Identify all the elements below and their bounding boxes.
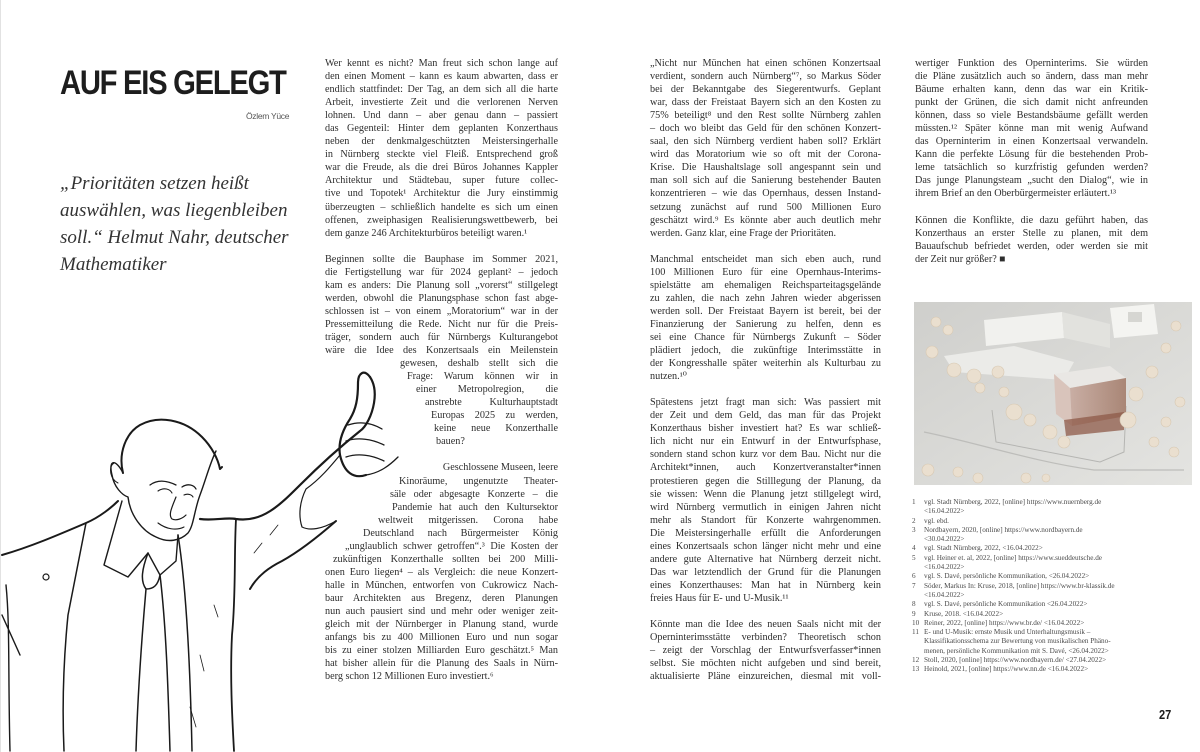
paragraph xyxy=(325,57,558,240)
text-line: Architektur und Städtebau, super future collec- xyxy=(325,175,558,187)
text-line: – doch wo bleibt das Geld für den schönen Konzert- xyxy=(650,123,881,135)
footnote-text: E- und U-Musik: ernste Musik und Unterhaltungsmusik – xyxy=(924,628,1091,637)
footnote-number: 8 xyxy=(912,600,916,609)
text-line: man soll sich auf die Sanierung bestehender Bauten xyxy=(650,175,881,187)
quote-line: „Prioritäten setzen heißt xyxy=(60,173,249,194)
lapel-right xyxy=(178,535,192,751)
collar xyxy=(104,501,178,577)
paragraph xyxy=(650,396,881,605)
text-line: Können die Konflikte, die dazu geführt haben, das xyxy=(915,214,1148,226)
footnotes xyxy=(912,498,1197,675)
footnote xyxy=(912,610,1197,619)
text-line: protestieren gegen die Stilllegung der Planung, da xyxy=(650,475,881,487)
text-line: Deutschland nach Bürgermeister König xyxy=(363,527,558,539)
footnote-text: Kruse, 2018. <16.04.2022> xyxy=(924,609,1004,618)
text-line: in Nürnberg steckte viel Fleiß. Entsprechend groß xyxy=(325,149,558,161)
footnote xyxy=(912,665,1197,674)
text-line: spielstätte am ehemaligen Reichsparteitagsgelände xyxy=(650,279,881,291)
text-line: die Fertigstellung war für 2024 geplant² – jedoch xyxy=(325,266,558,278)
footnote-number: 1 xyxy=(912,498,916,506)
footnote-text: vgl. Stadt Nürnberg, 2022, <16.04.2022> xyxy=(924,544,1043,553)
text-line: halle in München, entworfen von Cukrowicz Nach- xyxy=(325,579,558,591)
text-line: selbst. Sie möchten nicht aufgeben und sind bereit, xyxy=(650,658,881,670)
text-line: gleich mit der Nürnberger in Planung stand, wurde xyxy=(325,619,558,631)
text-line: offenen, zweiphasigen Realisierungswettbewerb, bei xyxy=(325,214,558,226)
text-line: der Zeit und dem Geld, das man für das Projekt xyxy=(650,410,881,422)
building-court xyxy=(1128,312,1142,322)
footnote-number: 10 xyxy=(912,618,920,627)
text-line: ihrem Brief an den Oberbürgermeister erläutert.¹³ xyxy=(915,188,1117,200)
text-line: Bäume erhalten kann, denn das war ein Kritik- xyxy=(915,84,1148,96)
footnote-text: vgl. S. Davé, persönliche Kommunikation, <26.04.2022> xyxy=(924,572,1090,581)
text-line: sie wissen: Wenn die Planung jetzt stillgelegt wird, xyxy=(650,488,881,500)
text-line: werden. Ganz klar, eine Frage der Prioritäten. xyxy=(650,227,837,239)
text-line: Die Meistersingerhalle erfüllt die Anforderungen xyxy=(650,527,881,539)
text-line: anstrebte Kulturhauptstadt xyxy=(425,397,558,409)
footnote-text: Reiner, 2022, [online] https://www.br.de/ <16.04.2022> xyxy=(924,618,1085,627)
text-line: baur Architekten aus Bregenz, deren Planungen xyxy=(325,592,558,604)
text-line: eines Konzerthauses: Man hat in Nürnberg kein xyxy=(650,579,881,591)
footnote-number: 3 xyxy=(912,525,916,534)
text-line: 75% beteiligt⁸ und den Rest sollte Nürnberg zahlen xyxy=(650,110,881,122)
paragraph xyxy=(650,618,881,683)
text-line: Wer kennt es nicht? Man freut sich schon lange auf xyxy=(325,58,558,69)
text-line: zu zahlen, die nach zehn Jahren wieder abgerissen xyxy=(650,292,881,304)
footnote xyxy=(912,572,1197,581)
tie xyxy=(136,553,170,751)
footnote xyxy=(912,526,1197,545)
footnote-text: Stoll, 2020, [online] https://www.nordbayern.de/ <27.04.2022> xyxy=(924,656,1107,665)
text-line: Konzerthaus bisher investiert hat? Es war schließ- xyxy=(650,423,881,435)
head-outline xyxy=(122,420,222,473)
text-line: bis zu einer stolzen Milliarden Euro geschätzt.⁵ Man xyxy=(325,645,558,657)
text-line: freies Haus für E- und U-Musik.¹¹ xyxy=(650,592,789,604)
text-line: werden, obwohl die Planungsphase schon fast abge- xyxy=(325,292,558,304)
text-line: der Zeit nur größer? ■ xyxy=(915,253,1006,265)
text-line: kam es anders: Die Planung soll „vorerst“ stillgelegt xyxy=(325,279,558,291)
nose xyxy=(170,497,186,520)
shoulder-left xyxy=(2,501,118,555)
text-line: sei eine Chance für Nürnbergs Zukunft – Söder xyxy=(650,331,881,343)
page-number: 27 xyxy=(1159,707,1172,722)
footnote xyxy=(912,582,1197,601)
footnote-text: Nordbayern, 2020, [online] https://www.nordbayern.de xyxy=(924,525,1083,534)
text-line: zukünftigen Konzerthalle sollten bei 200 Milli- xyxy=(333,553,558,565)
text-line: das Operninterim in einen Konzertsaal verwandeln. xyxy=(915,136,1148,148)
footnote xyxy=(912,619,1197,628)
text-line: überzeugten – schließlich handelte es sich um einen xyxy=(325,201,558,213)
face-outline xyxy=(111,451,216,540)
text-line: wäre die Idee des Konzertsaals ein Meilenstein xyxy=(325,345,558,357)
text-line: andere gute Alternative hat Nürnberg derzeit nicht. xyxy=(650,553,881,565)
text-line: Das junge Planungsteam „sucht den Dialog“, wie in xyxy=(915,175,1148,187)
text-line: Finanzierung der Sanierung zu helfen, denn es xyxy=(650,318,881,330)
footnote-text: Söder, Markus In: Kruse, 2018, [online] https://www.br-klassik.de xyxy=(924,581,1115,590)
text-line: war, dass der Freistaat Bayern sich an den Kosten zu xyxy=(650,97,881,109)
text-line: Pressemitteilung die Rede. Nicht nur für die Preis- xyxy=(325,318,558,330)
paragraph xyxy=(915,214,1148,266)
footnote-text: vgl. S. Davé, persönliche Kommunikation <26.04.2022> xyxy=(924,600,1088,609)
paragraph xyxy=(650,57,881,240)
footnote-number: 12 xyxy=(912,656,920,665)
text-line: weltweit mitgerissen. Corona habe xyxy=(378,514,558,526)
text-line: lich nicht nur ein Entwurf in der Entwurfsphase, xyxy=(650,436,881,448)
footnote-number: 2 xyxy=(912,516,916,525)
text-line: Kinoräume, ungenutzte Theater- xyxy=(399,475,558,487)
text-line: leme tatsächlich so kurzfristig gefunden werden? xyxy=(915,162,1148,174)
jacket-right-side xyxy=(231,519,236,751)
text-line: gewesen, deshalb stellt sich die xyxy=(400,358,558,370)
text-line: bei der Bekanntgabe des Siegerentwurfs. Geplant xyxy=(650,84,881,96)
fold-lines xyxy=(190,525,278,727)
text-line: Bauaufschub befriedet werden, oder werden sie mit xyxy=(915,240,1148,252)
text-line: Pandemie hat auch den Kultursektor xyxy=(392,501,558,513)
text-line: Arbeit, investierte Zeit und die verlorenen Nerven xyxy=(325,97,558,109)
text-line: mehr als Standort für Konzerte wahrgenommen. xyxy=(650,514,881,526)
text-line: onen Euro liegen⁴ – als Vergleich: die neue Konzert- xyxy=(325,566,558,578)
text-line: schlossen ist – von einem „Moratorium“ war in der xyxy=(325,305,558,317)
text-line: wird Nürnberg vermutlich in einigen Jahren nicht xyxy=(650,501,881,513)
text-line: Operninterimsstätte verbinden? Theoretisch schon xyxy=(650,632,881,644)
footnote-text: <16.04.2022> xyxy=(924,507,965,516)
text-line: Geschlossene Museen, leere xyxy=(442,462,558,474)
footnote-number: 9 xyxy=(912,609,916,618)
text-line: Beginnen sollte die Bauphase im Sommer 2021, xyxy=(325,253,558,265)
text-line: Kann die perfekte Lösung für die bestehenden Prob- xyxy=(915,149,1148,161)
footnote xyxy=(912,628,1197,656)
text-line: tive und Topotek¹ Architektur die Jury einstimmig xyxy=(325,188,558,200)
text-line: dem ganze 246 Architekturbüros beteiligt waren.¹ xyxy=(325,227,528,239)
text-line: Konzerthaus an erster Stelle zu planen, mit dem xyxy=(915,227,1148,239)
text-line: einer Metropolregion, die xyxy=(416,384,558,396)
paragraph xyxy=(915,57,1148,201)
text-line: Krise. Die Haushaltslage soll angespannt sein und xyxy=(650,162,881,174)
footnote xyxy=(912,517,1197,526)
footnote xyxy=(912,498,1197,517)
footnote-number: 11 xyxy=(912,628,919,637)
arm-underside xyxy=(250,521,336,589)
quote-line: Mathematiker xyxy=(60,254,167,275)
text-line: werden soll. Der Freistaat Bayern ist bereit, bei der xyxy=(650,305,881,317)
footnote-number: 4 xyxy=(912,544,916,553)
footnote-text: <16.04.2022> xyxy=(924,590,965,599)
quote-line: soll.“ Helmut Nahr, deutscher xyxy=(60,227,289,248)
text-line: endlich stattfindet: Der Tag, an dem sich all die harte xyxy=(325,84,558,96)
footnote-number: 6 xyxy=(912,572,916,581)
text-line: nutzen.¹⁰ xyxy=(650,371,687,383)
quote-line: auswählen, was liegenbleiben xyxy=(60,200,288,221)
text-line: Manchmal entscheidet man sich eben auch, rund xyxy=(650,253,881,265)
text-line: sondern stand schon kurz vor dem Bau. Nicht nur die xyxy=(650,449,881,461)
text-line: Frage: Warum können wir in xyxy=(407,371,558,383)
lapel-pin xyxy=(43,574,49,580)
text-line: setzung zunächst auf rund 500 Millionen Euro xyxy=(650,201,881,213)
footnote xyxy=(912,544,1197,553)
footnote-text: vgl. Heiner et. al, 2022, [online] https://www.sueddeutsche.de xyxy=(924,553,1102,562)
text-line: Architekt*innen, auch Konzertveranstalter*innen xyxy=(650,462,881,474)
text-line: anfangs bis zu 400 Millionen Euro und nun sogar xyxy=(325,632,558,644)
text-line: bauen? xyxy=(436,436,465,448)
paragraph xyxy=(325,253,558,449)
text-line: Könnte man die Idee des neuen Saals nicht mit der xyxy=(650,619,881,631)
eye xyxy=(158,489,193,497)
footnote xyxy=(912,600,1197,609)
footnote-number: 13 xyxy=(912,665,920,674)
text-line: können, dass so viele Bestandsbäume gefällt werden xyxy=(915,110,1148,122)
text-line: träger, sondern auch für Nürnbergs Kulturangebot xyxy=(325,331,558,343)
footnote-text: vgl. Stadt Nürnberg, 2022, [online] https://www.nuernberg.de xyxy=(924,498,1102,506)
footnote-text: Heinold, 2021, [online] https://www.nn.de <16.04.2022> xyxy=(924,665,1089,674)
text-line: wertiger Funktion des Operninterims. Sie würden xyxy=(915,58,1148,69)
text-column-1 xyxy=(325,57,558,683)
paragraph xyxy=(325,461,558,683)
text-column-3 xyxy=(915,57,1148,266)
text-line: nun auch pausiert sind und mehr oder weniger zeit- xyxy=(325,605,558,617)
footnote-text: <30.04.2022> xyxy=(924,535,965,544)
text-line: der Kongresshalle später weiterhin als Kulturbau zu xyxy=(650,358,881,370)
footnote xyxy=(912,656,1197,665)
text-column-2 xyxy=(650,57,881,683)
text-line: 100 Millionen Euro für eine Opernhaus-Interims- xyxy=(650,266,881,278)
footnote-number: 5 xyxy=(912,553,916,562)
footnote-text: vgl. ebd. xyxy=(924,516,949,525)
text-line: die Pläne zusätzlich auch so ändern, dass man mehr xyxy=(915,71,1148,83)
text-line: lohnen. Und dann – aber genau dann – passiert xyxy=(325,110,558,122)
text-line: säle oder abgesagte Konzerte – die xyxy=(390,488,558,500)
text-line: konzentrieren – wie das Opernhaus, dessen Instand- xyxy=(650,188,881,200)
brow xyxy=(150,481,196,489)
text-line: saal, den sich Nürnberg verdient haben soll? Erklärt xyxy=(650,136,881,148)
footnote xyxy=(912,554,1197,573)
footnote-number: 7 xyxy=(912,581,916,590)
text-line: keine neue Konzerthalle xyxy=(434,423,558,435)
text-line: „unglaublich schwer getroffen“.³ Die Kosten der xyxy=(345,540,558,552)
text-line: Das war letztendlich der Grund für die Planungen xyxy=(650,566,881,578)
text-line: das Gegenteil: Hinter dem geplanten Konzerthaus xyxy=(325,123,558,135)
article-title: AUF EIS GELEGT xyxy=(60,64,286,102)
architecture-model-photo xyxy=(914,302,1192,485)
text-line: geschätzt wird.⁹ Es könnte aber auch deutlich mehr xyxy=(650,214,881,226)
text-line: verdient, sondern auch Nürnberg“⁷, so Markus Söder xyxy=(650,71,881,83)
footnote-text: <16.04.2022> xyxy=(924,563,965,572)
article-author: Özlem Yüce xyxy=(246,111,290,121)
text-line: hat bisher allein für die Planung des Saals in Nürn- xyxy=(325,658,558,670)
text-line: wird das Moratorium wie so oft mit der Corona- xyxy=(650,149,881,161)
text-line: Spätestens jetzt fragt man sich: Was passiert mit xyxy=(650,397,881,409)
text-line: punkt der Grünen, die sich damit nicht anfreunden xyxy=(915,97,1148,109)
text-line: plädiert jedoch, die zukünftige Interimsstätte in xyxy=(650,345,881,357)
footnote-text: Klassifikationsschema zur Bewertung von musikalischen Phäno- xyxy=(924,637,1111,646)
text-line: neben der denkmalgeschützten Meistersingerhalle xyxy=(325,136,558,148)
mouth xyxy=(158,523,184,529)
footnote-text: menen, persönliche Kommunikation mit S. Davé, <26.04.2022> xyxy=(924,646,1109,655)
text-line: „Nicht nur München hat einen schönen Konzertsaal xyxy=(650,58,881,69)
text-line: – zeigt der Vorschlag der Entwurfsverfasser*innen xyxy=(650,645,881,657)
jacket-left-edge xyxy=(2,585,20,751)
text-line: berg schon 12 Millionen Euro investiert.⁶ xyxy=(325,671,494,683)
text-line: den einen Moment – kann es kaum abwarten, dass er xyxy=(325,71,558,83)
pull-quote xyxy=(60,170,300,278)
lapel-left xyxy=(63,523,86,751)
text-line: müssten.¹² Später könne man mit wenig Aufwand xyxy=(915,123,1148,135)
text-line: war die Freude, als die drei Büros Johannes Kappler xyxy=(325,162,558,174)
paragraph xyxy=(650,253,881,383)
text-line: Europas 2025 zu werden, xyxy=(431,410,558,422)
text-line: aktualisierte Pläne einzureichen, diesmal mit voll- xyxy=(650,671,881,683)
text-line: eines Konzertsaals schon länger nicht mehr und eine xyxy=(650,540,881,552)
